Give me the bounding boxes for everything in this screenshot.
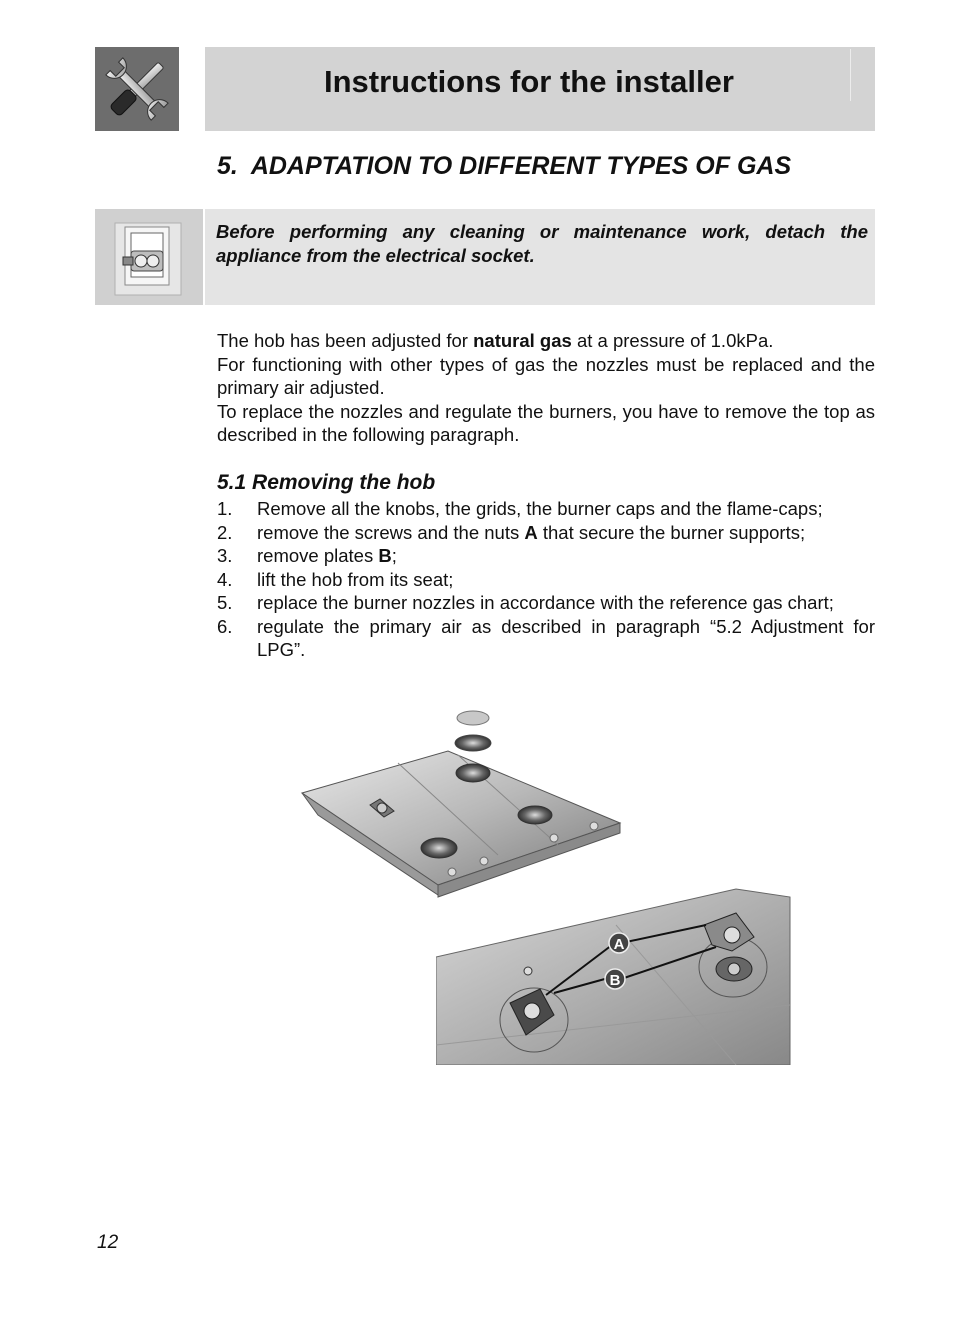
gas-type: natural gas <box>473 330 572 351</box>
page-number: 12 <box>97 1232 119 1253</box>
step-bold: A <box>524 521 538 543</box>
label-b: B <box>609 972 621 989</box>
section-title <box>217 152 791 181</box>
step-text: that secure the burner supports; <box>537 521 806 543</box>
steps-list <box>217 497 875 662</box>
warning-box <box>205 209 875 305</box>
intro-text <box>217 329 875 447</box>
step-text: remove the screws and the nuts <box>257 521 525 543</box>
label-a: A <box>613 936 625 953</box>
list-item <box>217 521 875 545</box>
intro-paragraph-1 <box>217 329 875 353</box>
step-text: remove plates <box>257 545 379 566</box>
step-text: ; <box>391 545 397 566</box>
step-number: 4. <box>217 568 233 590</box>
step-bold: B <box>378 545 392 566</box>
intro-paragraph-2: For functioning with other types of gas the nozzles must be replaced and the primary air adjusted. <box>217 353 875 398</box>
page-title: Instructions for the installer <box>324 64 734 99</box>
list-item <box>217 615 875 662</box>
intro-paragraph-3: To replace the nozzles and regulate the burners, you have to remove the top as described in the following paragraph. <box>217 400 875 445</box>
step-text: Remove all the knobs, the grids, the burner caps and the flame-caps; <box>257 498 823 519</box>
wrench-screwdriver-icon <box>95 47 179 131</box>
intro-text-post: at a pressure of 1.0kPa. <box>571 330 774 351</box>
warning-text: Before performing any cleaning or maintenance work, detach the appliance from the electrical socket. <box>216 221 868 266</box>
step-number: 2. <box>217 521 233 543</box>
step-number: 3. <box>217 545 233 566</box>
step-text: lift the hob from its seat; <box>257 568 454 590</box>
socket-plug-icon <box>95 209 203 305</box>
list-item <box>217 544 875 568</box>
section-title-text: ADAPTATION TO DIFFERENT TYPES OF GAS <box>250 152 792 180</box>
list-item <box>217 497 875 521</box>
header-icon-box <box>95 47 179 131</box>
subsection-title: 5.1 Removing the hob <box>217 471 436 494</box>
burner-detail-illustration <box>436 885 792 1065</box>
list-item <box>217 591 875 615</box>
step-number: 5. <box>217 592 233 613</box>
step-text: regulate the primary air as described in paragraph “5.2 Adjustment for LPG”. <box>257 615 875 660</box>
hob-illustration <box>298 705 626 905</box>
step-number: 1. <box>217 498 233 519</box>
list-item <box>217 568 875 592</box>
warning-icon-box <box>95 209 203 305</box>
header-bar <box>205 47 875 131</box>
header-divider <box>850 49 851 101</box>
step-number: 6. <box>217 615 233 637</box>
step-text: replace the burner nozzles in accordance with the reference gas chart; <box>257 592 834 613</box>
section-number: 5. <box>217 152 238 180</box>
intro-text-pre: The hob has been adjusted for <box>217 330 474 351</box>
